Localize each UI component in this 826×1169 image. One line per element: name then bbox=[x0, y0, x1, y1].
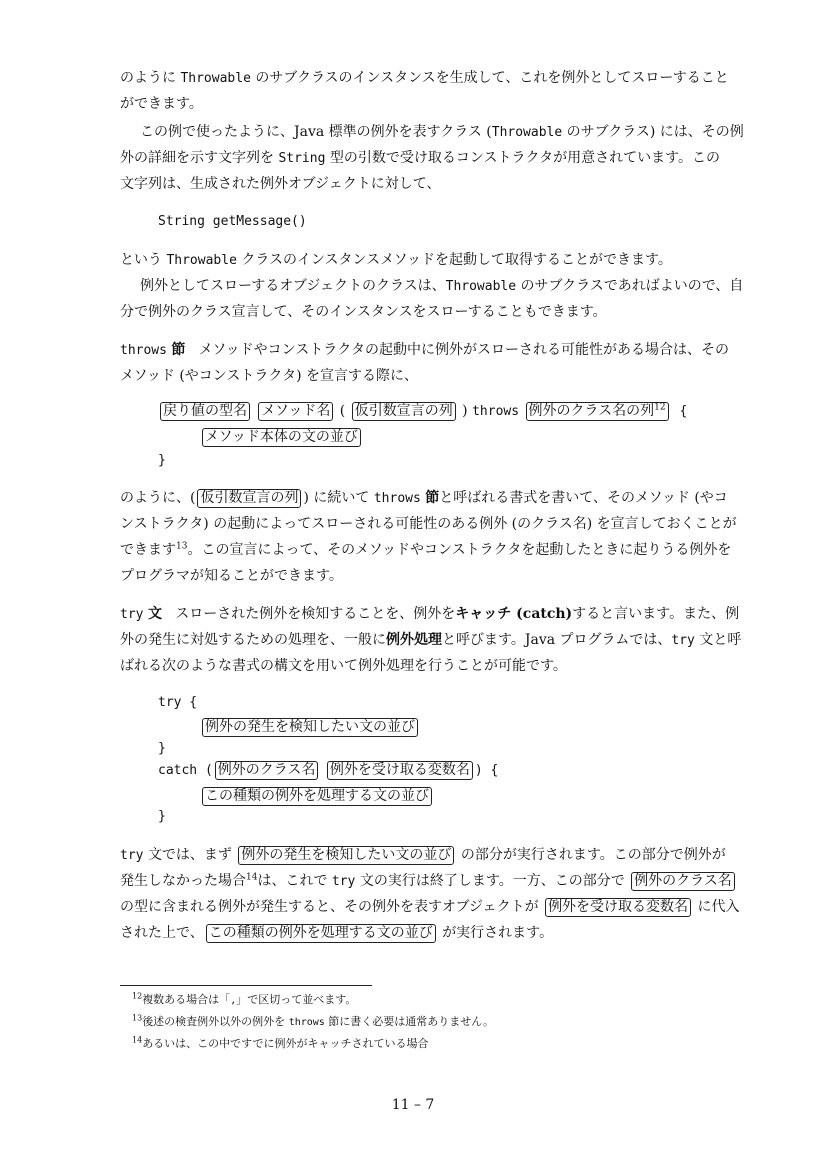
paragraph-3-line-1 bbox=[120, 250, 672, 271]
paragraph-5-line-4: プログラマが知ることができます。 bbox=[120, 568, 343, 584]
paragraph-6-line-3 bbox=[120, 897, 740, 917]
text: 」で区切って並べます。 bbox=[236, 993, 357, 1006]
footnote-ref: 13 bbox=[176, 541, 188, 552]
catch-syntax-line bbox=[158, 760, 498, 781]
text: のように、( bbox=[120, 490, 196, 506]
throws-syntax-line-2 bbox=[200, 427, 363, 447]
code-throwable: Throwable bbox=[491, 125, 563, 140]
placeholder-exception-var: 例外を受け取る変数名 bbox=[327, 761, 473, 780]
placeholder-exception-var: 例外を受け取る変数名 bbox=[545, 898, 691, 917]
code-try: try bbox=[120, 607, 144, 622]
throws-syntax-close: } bbox=[158, 453, 166, 468]
footnote-divider bbox=[120, 985, 372, 986]
placeholder-params: 仮引数宣言の列 bbox=[352, 402, 456, 421]
text: 例外のクラス名の列 bbox=[528, 403, 655, 419]
placeholder-method-body: メソッド本体の文の並び bbox=[202, 428, 361, 447]
catch-syntax-close: } bbox=[158, 809, 166, 824]
text: ) に続いて bbox=[303, 490, 370, 506]
placeholder-method-name: メソッド名 bbox=[258, 402, 333, 421]
text: クラスのインスタンスメソッドを起動して取得することができます。 bbox=[241, 252, 672, 268]
text: のように bbox=[120, 70, 176, 86]
catch-syntax-body bbox=[200, 786, 434, 806]
open-paren: ( bbox=[339, 403, 346, 419]
section-label: 節 bbox=[171, 342, 186, 358]
footnote-number: 14 bbox=[132, 1035, 143, 1045]
paragraph-5-line-1 bbox=[120, 488, 728, 509]
code-try: try bbox=[331, 874, 356, 889]
code-catch: catch ( bbox=[158, 763, 213, 778]
text: の部分が実行されます。この部分で例外が bbox=[460, 847, 726, 863]
placeholder-params: 仮引数宣言の列 bbox=[197, 489, 301, 508]
code-try: try bbox=[671, 633, 695, 648]
placeholder-exception-class: 例外のクラス名 bbox=[631, 872, 735, 891]
paragraph-1-line-1 bbox=[120, 68, 729, 89]
try-syntax-body bbox=[200, 717, 420, 737]
placeholder-try-body: 例外の発生を検知したい文の並び bbox=[238, 846, 454, 865]
text: が実行されます。 bbox=[442, 925, 554, 941]
text: 文の実行は終了します。一方、この部分で bbox=[359, 873, 625, 889]
paragraph-2-line-2 bbox=[120, 148, 720, 169]
placeholder-return-type: 戻り値の型名 bbox=[160, 402, 250, 421]
code-string: String bbox=[278, 151, 326, 166]
text: のサブクラスのインスタンスを生成して、これを例外としてスローすること bbox=[255, 70, 729, 86]
footnote-ref: 14 bbox=[246, 872, 258, 883]
text: は、これで bbox=[257, 873, 328, 889]
footnote-ref: 12 bbox=[654, 402, 666, 413]
text: できます bbox=[120, 542, 176, 558]
text: 文と呼 bbox=[699, 632, 742, 648]
text: 複数ある場合は「 bbox=[142, 993, 231, 1006]
code-try: try bbox=[120, 848, 144, 863]
text: された上で、 bbox=[120, 925, 204, 941]
text: 発生しなかった場合 bbox=[120, 873, 246, 889]
paragraph-1-line-2: ができます。 bbox=[120, 96, 203, 112]
placeholder-exceptions bbox=[526, 402, 669, 421]
try-section-heading bbox=[120, 604, 739, 625]
placeholder-try-body: 例外の発生を検知したい文の並び bbox=[202, 718, 418, 737]
bold-term: 節 bbox=[425, 490, 440, 506]
code-comma: , bbox=[230, 995, 237, 1006]
paragraph-4-line-2: 分で例外のクラス宣言して、そのインスタンスをスローすることもできます。 bbox=[120, 304, 607, 320]
placeholder-catch-body: この種類の例外を処理する文の並び bbox=[206, 924, 436, 943]
try-syntax-close: } bbox=[158, 741, 166, 756]
placeholder-catch-body: この種類の例外を処理する文の並び bbox=[202, 787, 432, 806]
placeholder-exception-class: 例外のクラス名 bbox=[215, 761, 319, 780]
text: スローされた例外を検知することを、例外を bbox=[175, 606, 456, 622]
footnote-number: 12 bbox=[132, 991, 143, 1001]
text: すると言います。また、例 bbox=[572, 606, 740, 622]
footnote-number: 13 bbox=[132, 1013, 143, 1023]
text: の型に含まれる例外が発生すると、その例外を表すオブジェクトが bbox=[120, 899, 539, 915]
text: と呼びます。Java プログラムでは、 bbox=[442, 632, 672, 648]
text: のサブクラスであればよいので、自 bbox=[520, 278, 744, 294]
text: に代入 bbox=[697, 899, 740, 915]
text: のサブクラス) には、その例 bbox=[566, 124, 744, 140]
page-number: 11 – 7 bbox=[391, 1097, 435, 1113]
text: 外の詳細を示す文字列を bbox=[120, 150, 274, 166]
paragraph-6-line-4 bbox=[120, 923, 553, 943]
text: 。この宣言によって、そのメソッドやコンストラクタを起動したときに起りうる例外を bbox=[187, 542, 732, 558]
code-throws: throws bbox=[472, 404, 520, 419]
text: 例外としてスローするオブジェクトのクラスは、 bbox=[140, 278, 446, 294]
bold-term: 例外処理 bbox=[386, 632, 442, 648]
paragraph-5-line-2: ンストラクタ) の起動によってスローされる可能性のある例外 (のクラス名) を宣言しておくことが bbox=[120, 516, 737, 532]
try-section-line-3: ばれる次のような書式の構文を用いて例外処理を行うことが可能です。 bbox=[120, 658, 567, 674]
paragraph-6-line-1 bbox=[120, 845, 726, 866]
code-throwable: Throwable bbox=[445, 279, 517, 294]
code-throwable: Throwable bbox=[166, 253, 237, 268]
code-throwable: Throwable bbox=[180, 71, 251, 86]
text: と呼ばれる書式を書いて、そのメソッド (やコ bbox=[439, 490, 728, 506]
paragraph-6-line-2 bbox=[120, 871, 737, 892]
try-syntax-open: try { bbox=[158, 695, 198, 710]
paragraph-2-line-1 bbox=[140, 122, 744, 143]
text: 節に書く必要は通常ありません。 bbox=[324, 1015, 494, 1028]
footnote-12 bbox=[132, 992, 356, 1009]
footnote-14 bbox=[132, 1036, 429, 1052]
throws-syntax-line-1 bbox=[158, 401, 687, 422]
paragraph-5-line-3 bbox=[120, 540, 731, 560]
text: という bbox=[120, 252, 162, 268]
code-catch-close: ) { bbox=[474, 763, 499, 778]
text: 文では、まず bbox=[147, 847, 232, 863]
code-throws: throws bbox=[288, 1017, 325, 1028]
code-getmessage: String getMessage() bbox=[158, 214, 307, 229]
open-brace: { bbox=[679, 404, 688, 419]
section-label: 文 bbox=[147, 606, 162, 622]
close-paren: ) bbox=[462, 403, 468, 419]
try-section-line-2 bbox=[120, 630, 741, 651]
footnote-13 bbox=[132, 1014, 494, 1031]
bold-term: キャッチ (catch) bbox=[455, 606, 573, 622]
text: 後述の検査例外以外の例外を bbox=[142, 1015, 289, 1028]
text: 型の引数で受け取るコンストラクタが用意されています。この bbox=[329, 150, 721, 166]
text: あるいは、この中ですでに例外がキャッチされている場合 bbox=[142, 1037, 429, 1050]
paragraph-4-line-1 bbox=[140, 276, 743, 297]
text: 外の発生に対処するための処理を、一般に bbox=[120, 632, 386, 648]
throws-section-heading bbox=[120, 340, 729, 361]
code-throws: throws bbox=[120, 343, 167, 358]
code-throws: throws bbox=[373, 491, 421, 506]
paragraph-2-line-3: 文字列は、生成された例外オブジェクトに対して、 bbox=[120, 176, 441, 192]
text: この例で使ったように、Java 標準の例外を表すクラス ( bbox=[140, 124, 492, 140]
text: メソッドやコンストラクタの起動中に例外がスローされる可能性がある場合は、その bbox=[198, 342, 729, 358]
throws-section-line-2: メソッド (やコンストラクタ) を宣言する際に、 bbox=[120, 368, 419, 384]
